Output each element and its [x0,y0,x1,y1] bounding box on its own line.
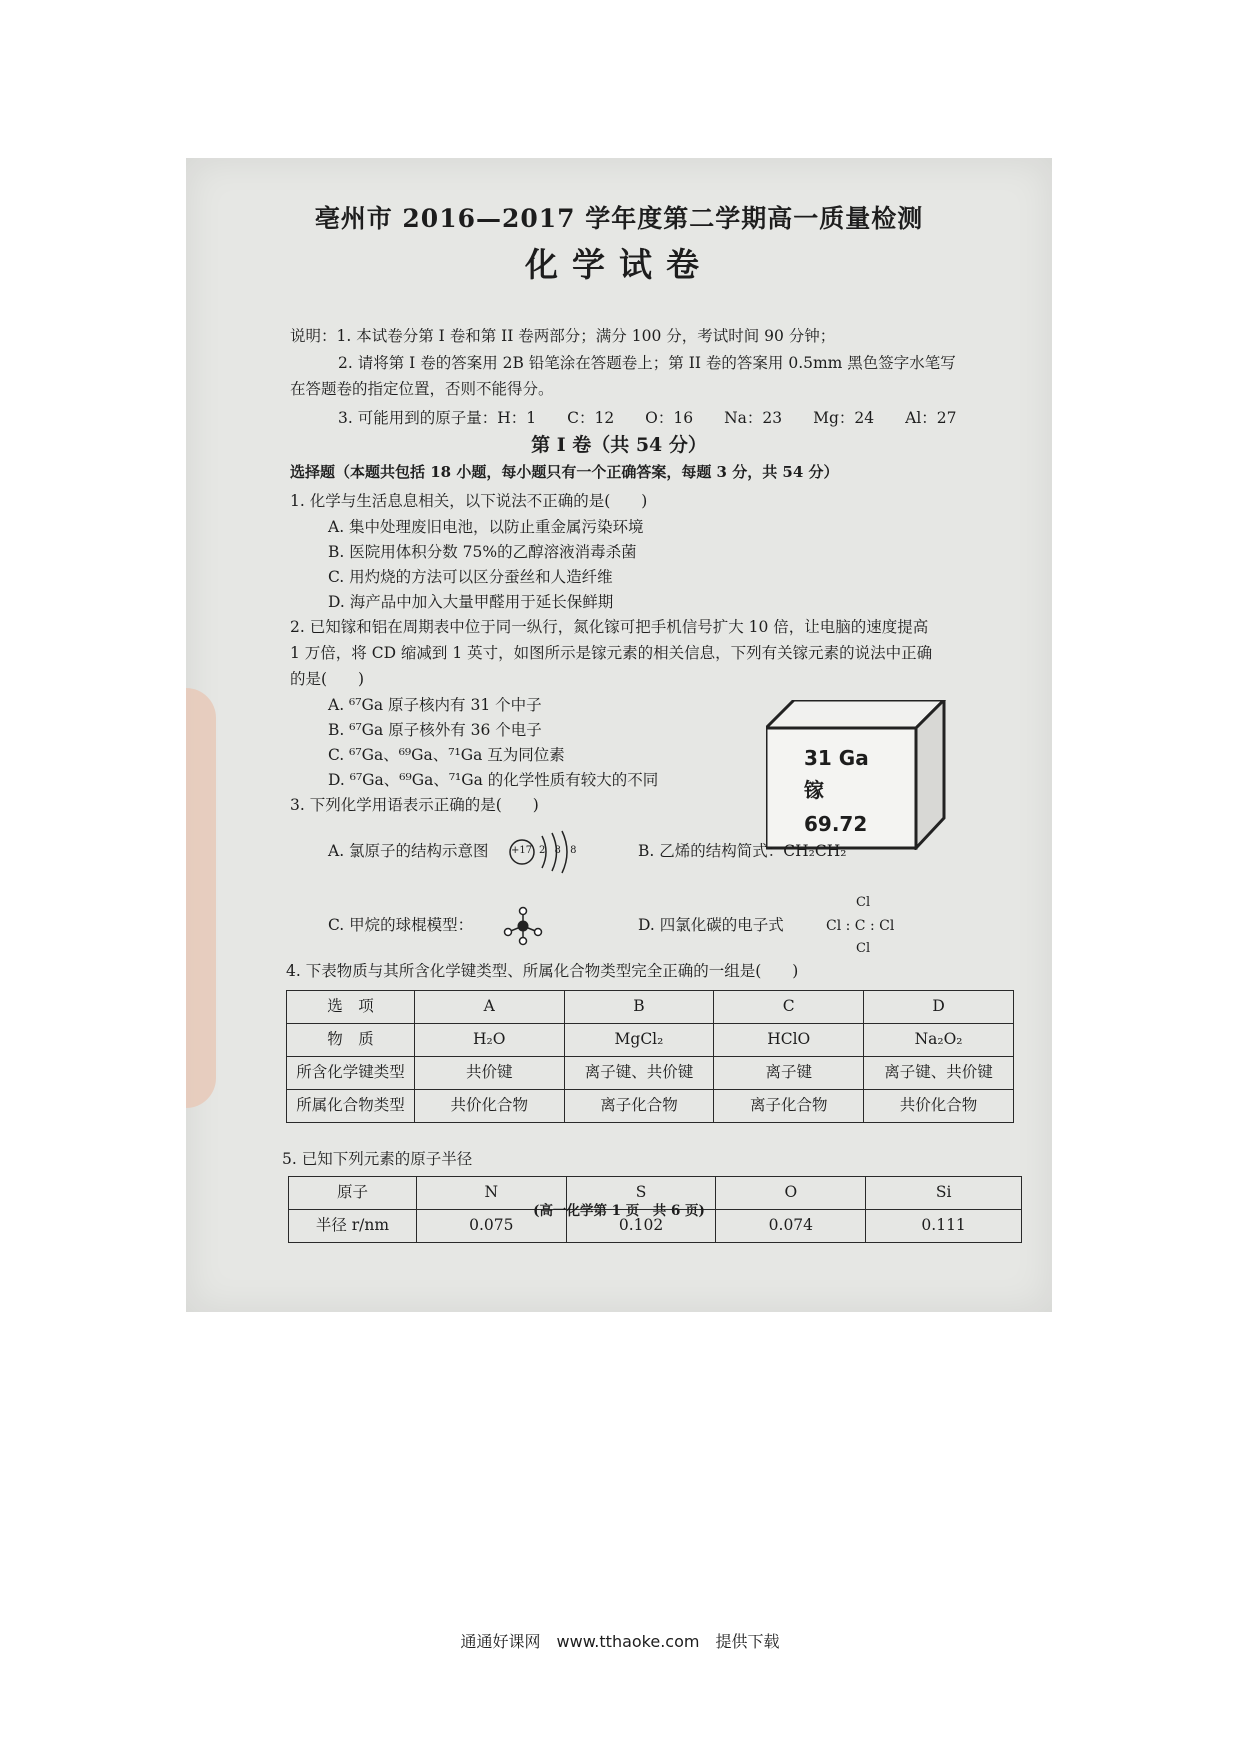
q2-stem-3: 的是( ) [290,670,365,688]
q3-option-d: D. 四氯化碳的电子式 [638,916,784,934]
q1-stem: 1. 化学与生活息息相关，以下说法不正确的是( ) [290,492,648,510]
q4-table-cell: HClO [714,1024,864,1057]
q5-table-cell: N [416,1177,566,1210]
cube-symbol: 31 Ga [804,746,869,770]
cube-name: 镓 [804,778,824,802]
note-2b: 在答题卷的指定位置，否则不能得分。 [290,380,554,398]
q2-option-c: C. ⁶⁷Ga、⁶⁹Ga、⁷¹Ga 互为同位素 [328,746,565,764]
q3-option-a: A. 氯原子的结构示意图 [328,842,489,860]
q5-table-cell: 0.074 [716,1210,866,1243]
q5-table-cell: 原子 [289,1177,417,1210]
chlorine-atom-diagram [508,830,578,874]
q4-table-row [287,1090,1014,1123]
q5-stem: 5. 已知下列元素的原子半径 [282,1150,473,1168]
q4-table-row [287,991,1014,1024]
ccl4-middle: Cl : C : Cl [826,918,895,934]
gallium-element-cube [766,700,956,850]
q3-option-c: C. 甲烷的球棍模型： [328,916,474,934]
site-footer: 通通好课网 www.tthaoke.com 提供下载 [460,1632,780,1651]
q5-table-cell: 0.111 [866,1210,1022,1243]
q4-table-cell: H₂O [414,1024,564,1057]
note-3: 3. 可能用到的原子量：H：1 C：12 O：16 Na：23 Mg：24 Al：27 [338,409,957,427]
note-2a: 2. 请将第 I 卷的答案用 2B 铅笔涂在答题卷上；第 II 卷的答案用 0.5mm 黑色签字水笔写 [338,354,956,372]
q4-table-cell: 离子键、共价键 [864,1057,1014,1090]
instruction: 选择题（本题共包括 18 小题，每小题只有一个正确答案，每题 3 分，共 54 分） [290,463,839,481]
q5-table-cell: 0.102 [566,1210,716,1243]
scanned-page-photo [186,158,1052,1312]
q2-option-b: B. ⁶⁷Ga 原子核外有 36 个电子 [328,721,542,739]
q4-table-cell: 选 项 [287,991,415,1024]
q4-table-cell: C [714,991,864,1024]
q4-table-cell: 共价键 [414,1057,564,1090]
q4-table-cell: D [864,991,1014,1024]
q4-table-cell: 所属化合物类型 [287,1090,415,1123]
q4-table-cell: 物 质 [287,1024,415,1057]
q4-table-cell: 离子键、共价键 [564,1057,714,1090]
exam-title: 亳州市 2016—2017 学年度第二学期高一质量检测 [314,204,924,233]
q1-option-d: D. 海产品中加入大量甲醛用于延长保鲜期 [328,593,614,611]
q5-table-cell: 0.075 [416,1210,566,1243]
q4-table-row [287,1024,1014,1057]
q4-table [286,990,1014,1123]
q1-option-a: A. 集中处理废旧电池，以防止重金属污染环境 [328,518,644,536]
methane-ball-stick-icon [502,906,544,946]
q4-stem: 4. 下表物质与其所含化学键类型、所属化合物类型完全正确的一组是( ) [286,962,799,980]
q4-table-cell: 离子化合物 [714,1090,864,1123]
q4-table-cell: 共价化合物 [414,1090,564,1123]
note-1: 说明：1. 本试卷分第 I 卷和第 II 卷两部分；满分 100 分，考试时间 90 分钟； [290,327,836,345]
q2-stem-1: 2. 已知镓和铝在周期表中位于同一纵行，氮化镓可把手机信号扩大 10 倍，让电脑的速度提高 [290,618,929,636]
shell-electrons-label: 2 8 8 [539,845,580,856]
q4-table-cell: Na₂O₂ [864,1024,1014,1057]
q5-table-cell: 半径 r/nm [289,1210,417,1243]
q1-option-c: C. 用灼烧的方法可以区分蚕丝和人造纤维 [328,568,613,586]
q4-table-cell: 共价化合物 [864,1090,1014,1123]
q5-table-cell: O [716,1177,866,1210]
q3-option-b: B. 乙烯的结构简式：CH₂CH₂ [638,842,847,860]
q4-table-cell: 离子化合物 [564,1090,714,1123]
q5-table-cell: Si [866,1177,1022,1210]
ccl4-bottom-cl: Cl [856,941,871,956]
q5-table-cell: S [566,1177,716,1210]
q2-option-d: D. ⁶⁷Ga、⁶⁹Ga、⁷¹Ga 的化学性质有较大的不同 [328,771,659,789]
ccl4-top-cl: Cl [856,895,871,910]
q4-table-row [287,1057,1014,1090]
q2-stem-2: 1 万倍，将 CD 缩减到 1 英寸，如图所示是镓元素的相关信息，下列有关镓元素的说法中正确 [290,644,933,662]
q4-table-cell: MgCl₂ [564,1024,714,1057]
q1-option-b: B. 医院用体积分数 75%的乙醇溶液消毒杀菌 [328,543,637,561]
cube-mass: 69.72 [804,812,868,836]
q4-table-cell: 离子键 [714,1057,864,1090]
q4-table-cell: B [564,991,714,1024]
exam-subtitle: 化学试卷 [525,245,713,284]
q3-stem: 3. 下列化学用语表示正确的是( ) [290,796,539,814]
doc-page-footer: (高一化学第 1 页 共 6 页) [533,1203,705,1219]
nucleus-label: +17 [511,845,533,856]
q2-option-a: A. ⁶⁷Ga 原子核内有 31 个中子 [328,696,542,714]
exam-document [186,158,1052,1312]
section-heading: 第 I 卷（共 54 分） [531,434,707,456]
q4-table-cell: A [414,991,564,1024]
q4-table-cell: 所含化学键类型 [287,1057,415,1090]
